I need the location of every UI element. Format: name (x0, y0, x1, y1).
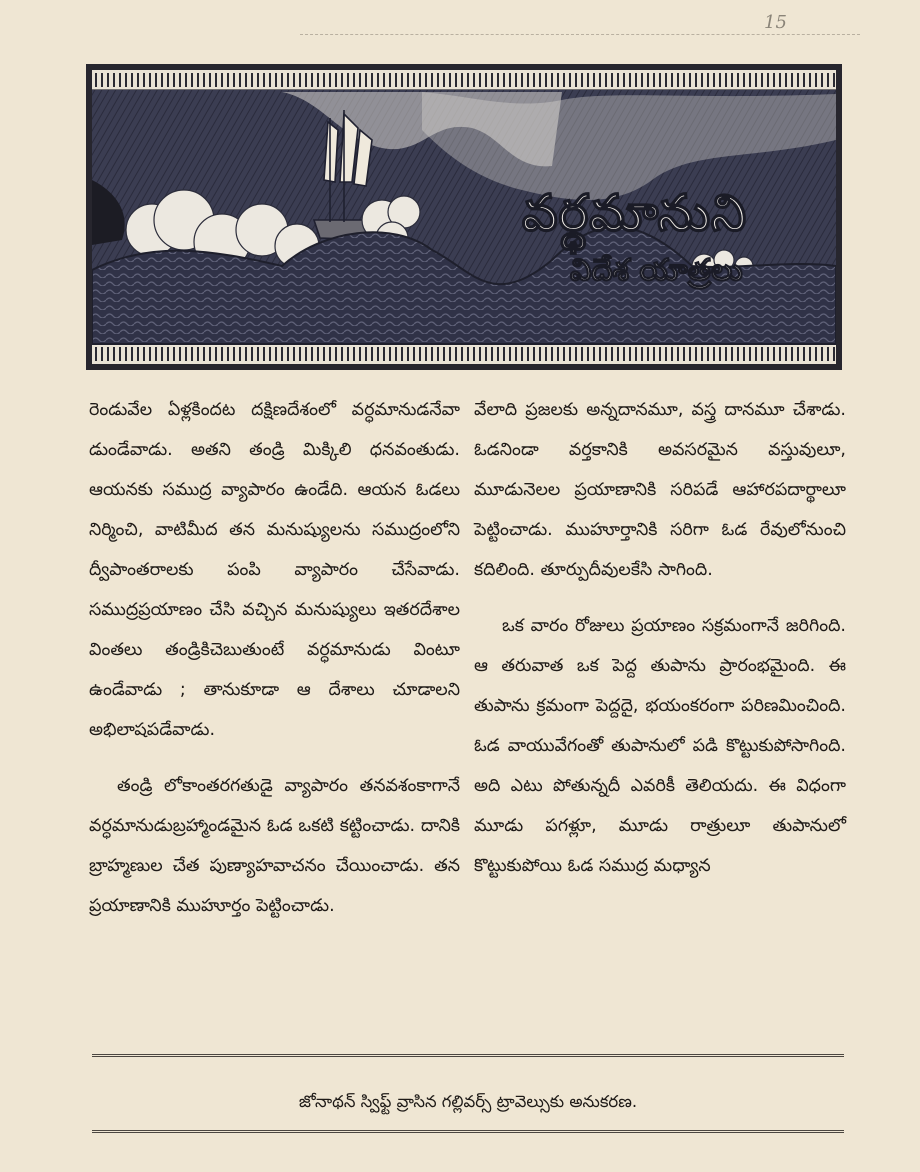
paragraph: వేలాది ప్రజలకు అన్నదానమూ, వస్త్ర దానమూ చేశాడు. ఓడనిండా వర్తకానికి అవసరమైన వస్తువులూ, మూడునెలల ప్రయాణానికి సరిపడే ఆహారపదార్థాలూ పెట్టించాడు. ముహూర్తానికి సరిగా ఓడ రేవులోనుంచి కదిలింది. తూర్పుదీవులకేసి సాగింది. (474, 400, 846, 580)
right-column (474, 390, 846, 886)
footnote: జోనాథన్ స్విఫ్ట్ వ్రాసిన గల్లివర్స్ ట్రావెల్సుకు అనుకరణ. (298, 1092, 638, 1111)
top-divider (300, 34, 860, 35)
footnote-rule-bottom (92, 1130, 844, 1133)
paragraph: తండ్రి లోకాంతరగతుడై వ్యాపారం తనవశంకాగానే వర్ధమానుడుబ్రహ్మాండమైన ఓడ ఒకటి కట్టించాడు. దానికి బ్రాహ్మణుల చేత పుణ్యాహవాచనం చేయించాడు. తన ప్రయాణానికి ముహూర్తం పెట్టించాడు. (89, 776, 460, 916)
banner-title: వర్ధమానుని (522, 184, 748, 242)
paragraph: ఒక వారం రోజులు ప్రయాణం సక్రమంగానే జరిగింది. ఆ తరువాత ఒక పెద్ద తుపాను ప్రారంభమైంది. ఈ తుపాను క్రమంగా పెద్దదై, భయంకరంగా పరిణమించింది. ఓడ వాయువేగంతో తుపానులో పడి కొట్టుకుపోసాగింది. అది ఎటు పోతున్నదీ ఎవరికీ తెలియదు. ఈ విధంగా మూడు పగళ్లూ, మూడు రాత్రులూ తుపానులో కొట్టుకుపోయి ఓడ సముద్ర మధ్యాన (474, 616, 846, 876)
title-banner (86, 64, 842, 370)
footnote-rule-top (92, 1054, 844, 1057)
left-column (89, 390, 460, 926)
paragraph: రెండువేల ఏళ్లకిందట దక్షిణదేశంలో వర్ధమానుడనేవా డుండేవాడు. అతని తండ్రి మిక్కిలి ధనవంతుడు. ఆయనకు సముద్ర వ్యాపారం ఉండేది. ఆయన ఓడలు నిర్మించి, వాటిమీద తన మనుష్యులను సముద్రంలోని ద్వీపాంతరాలకు పంపి వ్యాపారం చేసేవాడు. సముద్రప్రయాణం చేసి వచ్చిన మనుష్యులు ఇతరదేశాల వింతలు తండ్రికిచెబుతుంటే వర్ధమానుడు వింటూ ఉండేవాడు ; తానుకూడా ఆ దేశాలు చూడాలని అభిలాషపడేవాడు. (89, 400, 460, 740)
page-number: 15 (764, 12, 787, 33)
banner-subtitle: విదేశ యాత్రలు (570, 253, 743, 288)
